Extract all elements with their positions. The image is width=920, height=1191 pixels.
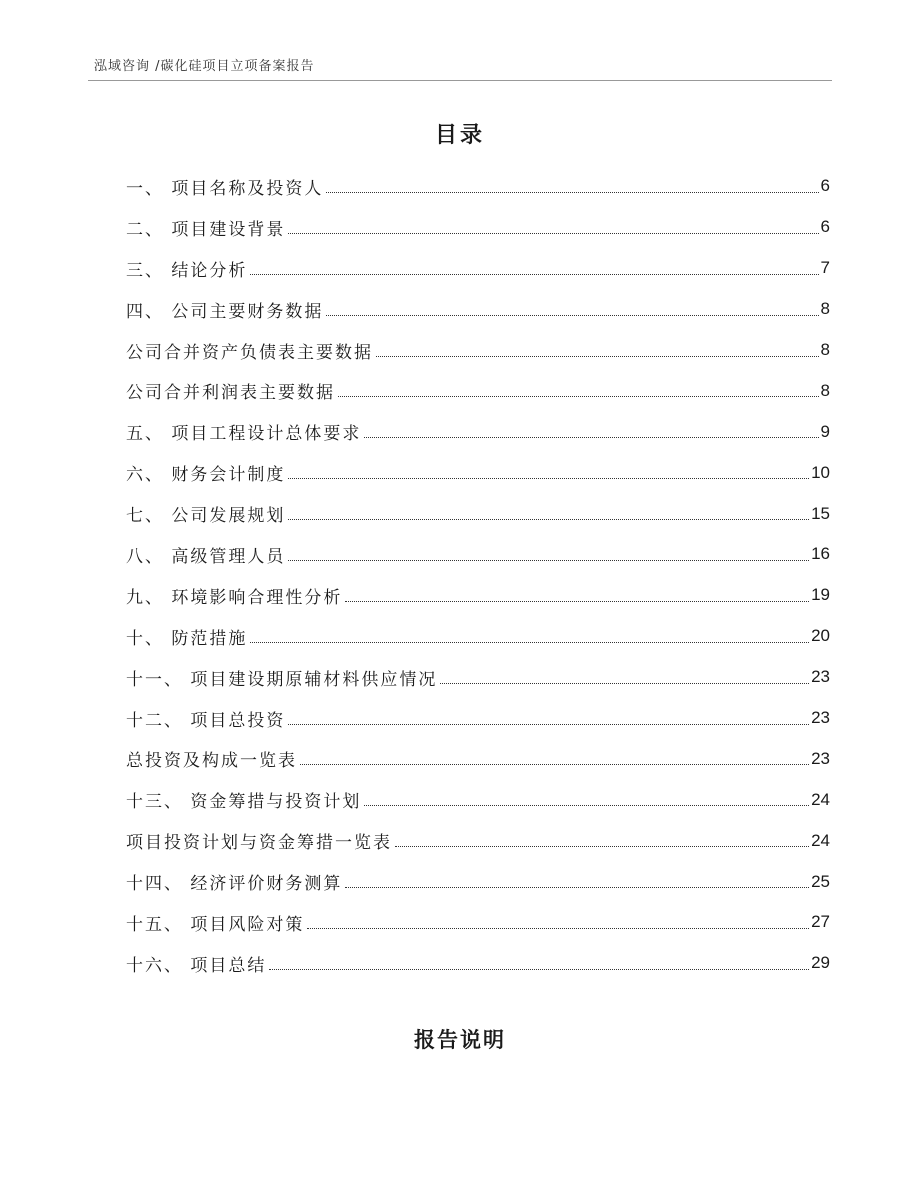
toc-entry-label: 四、 公司主要财务数据	[126, 301, 324, 322]
toc-entry-page-number: 7	[820, 258, 830, 278]
toc-dot-leader	[269, 969, 809, 970]
toc-entry-page-number: 6	[820, 217, 830, 237]
toc-entry-label: 公司合并利润表主要数据	[126, 383, 335, 404]
toc-entry[interactable]	[126, 698, 830, 739]
toc-dot-leader	[250, 274, 818, 275]
toc-dot-leader	[376, 356, 819, 357]
toc-entry-page-number: 6	[820, 176, 830, 196]
toc-entry[interactable]	[126, 452, 830, 493]
toc-entry[interactable]	[126, 166, 830, 207]
toc-entry-label: 六、 财务会计制度	[126, 465, 286, 486]
toc-dot-leader	[288, 519, 809, 520]
toc-dot-leader	[300, 764, 809, 765]
toc-entry[interactable]	[126, 616, 830, 657]
toc-entry-page-number: 10	[811, 462, 830, 482]
toc-entry-page-number: 9	[820, 421, 830, 441]
toc-entry-page-number: 8	[820, 380, 830, 400]
toc-dot-leader	[345, 601, 809, 602]
running-header: 泓域咨询 /碳化硅项目立项备案报告	[94, 59, 315, 74]
toc-entry-page-number: 23	[811, 708, 830, 728]
toc-entry-label: 五、 项目工程设计总体要求	[126, 424, 362, 445]
toc-entry-label: 九、 环境影响合理性分析	[126, 587, 343, 608]
table-of-contents	[126, 166, 830, 984]
toc-entry-page-number: 27	[811, 912, 830, 932]
toc-entry[interactable]	[126, 861, 830, 902]
toc-entry[interactable]	[126, 902, 830, 943]
toc-entry-label: 七、 公司发展规划	[126, 506, 286, 527]
toc-entry[interactable]	[126, 779, 830, 820]
section-title: 报告说明	[414, 1028, 506, 1052]
toc-entry-label: 二、 项目建设背景	[126, 219, 286, 240]
toc-entry[interactable]	[126, 370, 830, 411]
toc-entry[interactable]	[126, 657, 830, 698]
toc-dot-leader	[288, 478, 809, 479]
toc-entry-page-number: 19	[811, 585, 830, 605]
toc-entry[interactable]	[126, 943, 830, 984]
toc-entry-page-number: 29	[811, 953, 830, 973]
toc-entry-label: 十一、 项目建设期原辅材料供应情况	[126, 669, 438, 690]
toc-dot-leader	[326, 315, 818, 316]
toc-dot-leader	[288, 560, 809, 561]
toc-entry-label: 项目投资计划与资金筹措一览表	[126, 833, 392, 854]
toc-entry-page-number: 16	[811, 544, 830, 564]
toc-entry[interactable]	[126, 575, 830, 616]
toc-dot-leader	[288, 724, 809, 725]
toc-dot-leader	[345, 887, 809, 888]
toc-dot-leader	[440, 683, 809, 684]
toc-entry-page-number: 24	[811, 830, 830, 850]
toc-entry-page-number: 24	[811, 789, 830, 809]
toc-entry-page-number: 23	[811, 748, 830, 768]
toc-entry-page-number: 8	[820, 340, 830, 359]
header-rule	[88, 80, 832, 81]
toc-dot-leader	[364, 437, 818, 438]
toc-entry[interactable]	[126, 248, 830, 289]
toc-entry-label: 十四、 经济评价财务测算	[126, 874, 343, 895]
toc-entry-label: 十二、 项目总投资	[126, 710, 286, 731]
toc-entry-page-number: 20	[811, 626, 830, 646]
toc-entry-label: 一、 项目名称及投资人	[126, 178, 324, 199]
toc-entry[interactable]	[126, 207, 830, 248]
toc-entry-page-number: 25	[811, 871, 830, 891]
toc-entry-page-number: 23	[811, 667, 830, 687]
toc-entry-page-number: 15	[811, 503, 830, 523]
toc-dot-leader	[250, 642, 809, 643]
toc-dot-leader	[307, 928, 809, 929]
toc-dot-leader	[288, 233, 818, 234]
toc-entry-label: 公司合并资产负债表主要数据	[126, 342, 373, 363]
toc-entry[interactable]	[126, 820, 830, 861]
toc-entry-label: 十、 防范措施	[126, 628, 248, 649]
toc-dot-leader	[326, 192, 818, 193]
toc-title: 目录	[434, 123, 485, 148]
toc-entry-label: 十三、 资金筹措与投资计划	[126, 792, 362, 813]
toc-entry[interactable]	[126, 738, 830, 779]
toc-entry[interactable]	[126, 493, 830, 534]
toc-entry[interactable]	[126, 289, 830, 330]
toc-entry-label: 八、 高级管理人员	[126, 546, 286, 567]
toc-entry-label: 总投资及构成一览表	[126, 751, 297, 772]
toc-entry-page-number: 8	[820, 299, 830, 319]
toc-entry[interactable]	[126, 534, 830, 575]
toc-entry-label: 十五、 项目风险对策	[126, 914, 305, 935]
toc-dot-leader	[364, 805, 809, 806]
toc-entry-label: 三、 结论分析	[126, 260, 248, 281]
toc-entry-label: 十六、 项目总结	[126, 955, 267, 976]
toc-entry[interactable]	[126, 411, 830, 452]
toc-dot-leader	[395, 846, 809, 847]
toc-dot-leader	[338, 396, 819, 397]
toc-entry[interactable]	[126, 330, 830, 371]
